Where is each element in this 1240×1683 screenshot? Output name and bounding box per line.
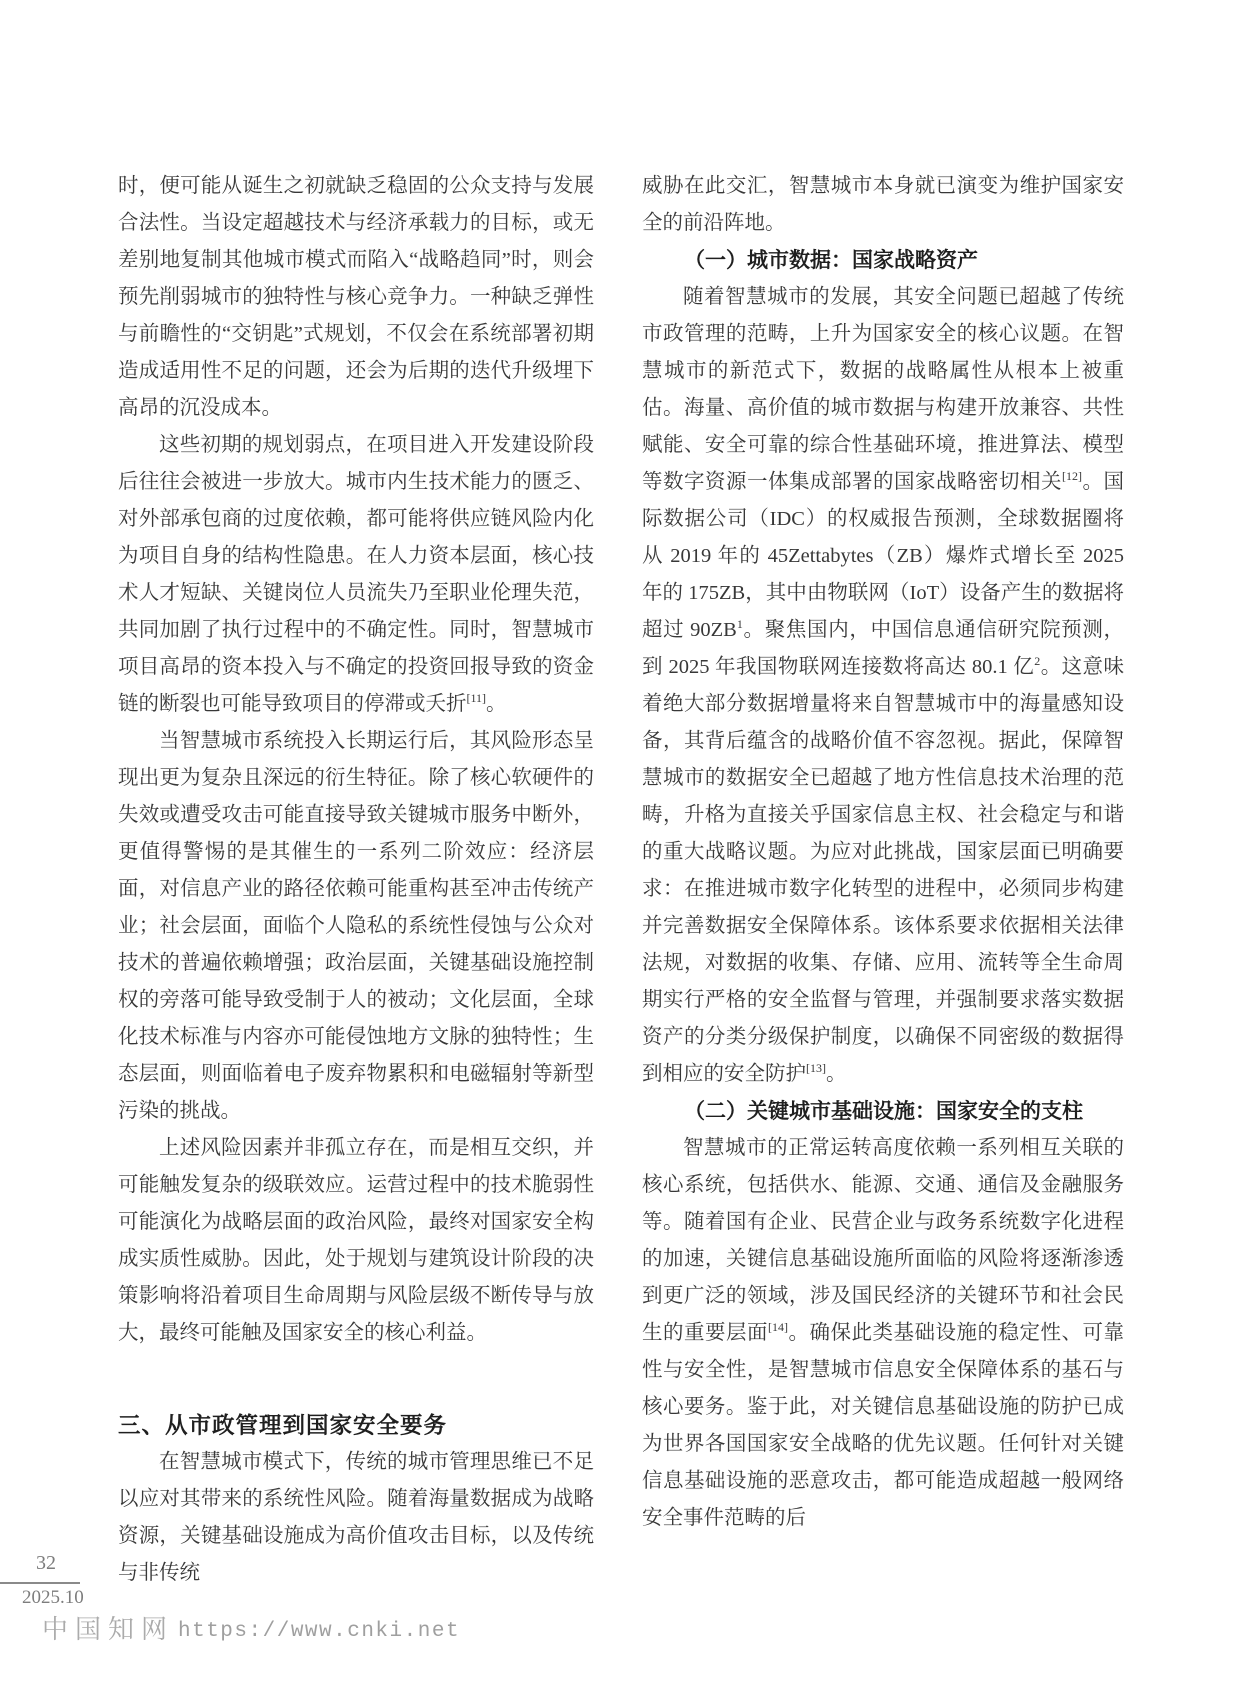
reference-marker: [12] <box>1062 469 1082 484</box>
section-heading: 三、从市政管理到国家安全要务 <box>118 1413 448 1438</box>
paragraph: 威胁在此交汇，智慧城市本身就已演变为维护国家安全的前沿阵地。 <box>642 175 1124 234</box>
left-column <box>118 168 594 1592</box>
paragraph: 这些初期的规划弱点，在项目进入开发建设阶段后往往会被进一步放大。城市内生技术能力的匮乏、对外部承包商的过度依赖，都可能将供应链风险内化为项目自身的结构性隐患。在人力资本层面，核心技术人才短缺、关键岗位人员流失乃至职业伦理失范，共同加剧了执行过程中的不确定性。同时，智慧城市项目高昂的资本投入与不确定的投资回报导致的资金链的断裂也可能导致项目的停滞或夭折[11]。 <box>118 434 594 715</box>
subsection-heading: （一）城市数据：国家战略资产 <box>684 249 978 272</box>
cnki-watermark-text: 中国知网 <box>42 1615 175 1644</box>
paragraph: 时，便可能从诞生之初就缺乏稳固的公众支持与发展合法性。当设定超越技术与经济承载力的目标，或无差别地复制其他城市模式而陷入“战略趋同”时，则会预先削弱城市的独特性与核心竞争力。一种缺乏弹性与前瞻性的“交钥匙”式规划，不仅会在系统部署初期造成适用性不足的问题，还会为后期的迭代升级埋下高昂的沉没成本。 <box>118 175 594 419</box>
cnki-watermark-url: https://www.cnki.net <box>178 1620 461 1643</box>
paragraph: 上述风险因素并非孤立存在，而是相互交织，并可能触发复杂的级联效应。运营过程中的技术脆弱性可能演化为战略层面的政治风险，最终对国家安全构成实质性威胁。因此，处于规划与建筑设计阶段的决策影响将沿着项目生命周期与风险层级不断传导与放大，最终可能触及国家安全的核心利益。 <box>118 1137 594 1344</box>
paragraph: 当智慧城市系统投入长期运行后，其风险形态呈现出更为复杂且深远的衍生特征。除了核心软硬件的失效或遭受攻击可能直接导致关键城市服务中断外，更值得警惕的是其催生的一系列二阶效应：经济层面，对信息产业的路径依赖可能重构甚至冲击传统产业；社会层面，面临个人隐私的系统性侵蚀与公众对技术的普遍依赖增强；政治层面，关键基础设施控制权的旁落可能导致受制于人的被动；文化层面，全球化技术标准与内容亦可能侵蚀地方文脉的独特性；生态层面，则面临着电子废弃物累积和电磁辐射等新型污染的挑战。 <box>118 730 594 1122</box>
paragraph: 智慧城市的正常运转高度依赖一系列相互关联的核心系统，包括供水、能源、交通、通信及金融服务等。随着国有企业、民营企业与政务系统数字化进程的加速，关键信息基础设施所面临的风险将逐渐渗透到更广泛的领域，涉及国民经济的关键环节和社会民生的重要层面[14]。确保此类基础设施的稳定性、可靠性与安全性，是智慧城市信息安全保障体系的基石与核心要务。鉴于此，对关键信息基础设施的防护已成为世界各国国家安全战略的优先议题。任何针对关键信息基础设施的恶意攻击，都可能造成超越一般网络安全事件范畴的后 <box>642 1137 1124 1529</box>
reference-marker: 2 <box>1034 654 1041 669</box>
paragraph: 随着智慧城市的发展，其安全问题已超越了传统市政管理的范畴，上升为国家安全的核心议题。在智慧城市的新范式下，数据的战略属性从根本上被重估。海量、高价值的城市数据与构建开放兼容、共性赋能、安全可靠的综合性基础环境，推进算法、模型等数字资源一体集成部署的国家战略密切相关[12]。国际数据公司（IDC）的权威报告预测，全球数据圈将从 2019 年的 45Zettabytes（ZB）爆炸式增长至 2025 年的 175ZB，其中由物联网（IoT）设备产生的数据将超过 $90ZB^1$。聚焦国内，中国信息通信研究院预测，到 2025 年我国物联网连接数将高达 80.1 亿$^2$。这意味着绝大部分数据增量将来自智慧城市中的海量感知设备，其背后蕴含的战略价值不容忽视。据此，保障智慧城市的数据安全已超越了地方性信息技术治理的范畴，升格为直接关乎国家信息主权、社会稳定与和谐的重大战略议题。为应对此挑战，国家层面已明确要求：在推进城市数字化转型的进程中，必须同步构建并完善数据安全保障体系。该体系要求依据相关法律法规，对数据的收集、存储、应用、流转等全生命周期实行严格的安全监督与管理，并强制要求落实数据资产的分类分级保护制度，以确保不同密级的数据得到相应的安全防护[13]。 <box>642 286 1125 1085</box>
footer-divider <box>0 1582 80 1584</box>
issue-date: 2025.10 <box>22 1587 84 1608</box>
reference-marker: 1 <box>736 617 743 632</box>
reference-marker: [13] <box>806 1061 826 1076</box>
right-column <box>642 168 1124 1537</box>
page-number: 32 <box>36 1552 56 1574</box>
paragraph: 在智慧城市模式下，传统的城市管理思维已不足以应对其带来的系统性风险。随着海量数据成为战略资源，关键基础设施成为高价值攻击目标，以及传统与非传统 <box>118 1451 594 1584</box>
reference-marker: [11] <box>466 691 487 706</box>
subsection-heading: （二）关键城市基础设施：国家安全的支柱 <box>684 1100 1083 1123</box>
reference-marker: [14] <box>768 1320 788 1335</box>
